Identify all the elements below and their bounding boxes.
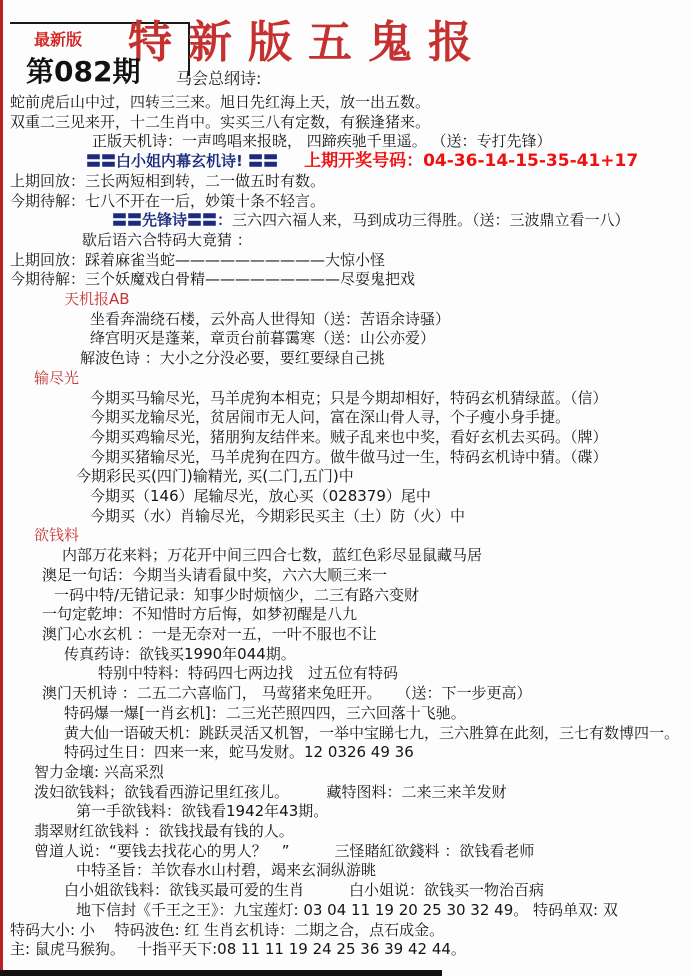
text-line: [6, 546, 690, 566]
text-segment: 上期回放：踩着麻雀当蛇——————————大惊小怪: [10, 250, 386, 269]
latest-edition-badge: 最新版: [34, 30, 83, 49]
text-segment: 今期彩民买(四门)输精光, 买(二门,五门)中: [76, 467, 354, 486]
text-segment: 今期买（水）肖输尽光，今期彩民买主（土）防（火）中: [90, 506, 466, 525]
text-segment: 解波色诗 ：大小之分没必要，要红要绿自己挑: [80, 349, 385, 368]
text-line: [6, 152, 690, 172]
text-line: [6, 428, 690, 448]
text-line: [6, 329, 690, 349]
text-line: [6, 349, 690, 369]
text-segment: 特码大小: 小 特码波色: 红 生肖玄机诗：二期之合，点石成金。: [10, 920, 445, 939]
text-segment: 今期买鸡输尽光，猪朋狗友结伴来。贼子乱来也中奖，看好玄机去买码。（牌）: [90, 427, 608, 446]
text-line: [6, 290, 690, 310]
text-segment: 今期待解：七八不开在一后，妙策十条不轻言。: [10, 191, 326, 210]
text-line: [6, 310, 690, 330]
text-segment: 传真药诗：欲钱买1990年044期。: [64, 644, 296, 663]
text-line: [6, 93, 690, 113]
text-line: [6, 211, 690, 231]
text-line: [6, 408, 690, 428]
text-line: [6, 448, 690, 468]
text-line: [6, 881, 690, 901]
text-line: [6, 625, 690, 645]
text-segment: 正版天机诗：一声鸣唱来报晓， 四蹄疾驰千里遥。 （送：专打先锋）: [92, 132, 552, 151]
text-line: [6, 132, 690, 152]
text-segment: 一句定乾坤：不知惜时方后悔，如梦初醒是八九: [42, 605, 358, 624]
text-line: [6, 487, 690, 507]
text-line: [6, 251, 690, 271]
highlight-verse: 〓〓白小姐内幕玄机诗! 〓〓: [86, 152, 279, 171]
text-segment: 绛宫明灭是蓬莱，章贡台前暮霭寒（送：山公亦爱）: [90, 329, 436, 348]
content-lines: [6, 93, 690, 960]
text-line: [6, 763, 690, 783]
text-segment: 特别中特料：特码四七两边找 过五位有特码: [98, 664, 399, 683]
text-segment: 今期待解：三个妖魔戏白骨精—————————尽耍鬼把戏: [10, 270, 416, 289]
issue-subtitle: 马会总纲诗:: [176, 69, 262, 88]
text-segment: 澳门心水玄机 ：一是无奈对一五，一叶不服也不让: [42, 624, 377, 643]
text-line: [6, 645, 690, 665]
text-segment: 一码中特/无错记录：知事少时烦恼少，二三有路六变财: [54, 585, 420, 604]
text-segment: 今期买猪输尽光，马羊虎狗在四方。做牛做马过一生，特码玄机诗中猜。（碟）: [90, 447, 608, 466]
bottom-bar: [0, 970, 442, 976]
text-line: [6, 192, 690, 212]
text-line: [6, 704, 690, 724]
text-segment: 坐看奔湍绕石楼，云外高人世得知（送：苦语余诗骚）: [90, 309, 451, 328]
left-border-line: [0, 0, 3, 970]
text-segment: 歇后语六合特码大竟猜 ：: [82, 230, 252, 249]
text-line: [6, 369, 690, 389]
section-header: 输尽光: [34, 368, 80, 387]
text-segment: 双重二三见来开，十二生肖中。实买三八有定数，有猴逢猪来。: [10, 112, 431, 131]
text-line: [6, 861, 690, 881]
text-line: [6, 664, 690, 684]
text-line: [6, 940, 690, 960]
issue-number: 第082期: [26, 55, 141, 88]
text-segment: 今期买（146）尾输尽光，放心买（028379）尾中: [90, 487, 431, 506]
text-line: [6, 842, 690, 862]
text-line: [6, 389, 690, 409]
section-header: 欲钱料: [34, 526, 80, 545]
text-segment: 蛇前虎后山中过，四转三三来。旭日先红海上天，放一出五数。: [10, 93, 431, 111]
text-line: [6, 113, 690, 133]
text-segment: 内部万花来料；万花开中间三四合七数，蓝红色彩尽显鼠藏马居: [62, 546, 483, 565]
text-line: [6, 586, 690, 606]
text-segment: 三六四六福人来，马到成功三得胜。（送：三波鼎立看一八）: [232, 211, 630, 230]
last-draw-numbers: 上期开奖号码：04-36-14-15-35-41+17: [304, 151, 639, 172]
text-line: [6, 921, 690, 941]
text-segment: 地下信封《千王之王》：九宝莲灯: 03 04 11 19 20 25 30 32 49。 特码单双: 双: [76, 900, 618, 919]
text-line: [6, 724, 690, 744]
text-segment: 曾道人说：“要钱去找花心的男人？ ” 三怪賭紅欲錢料 ：欲钱看老师: [34, 841, 535, 860]
text-segment: 智力金壤: 兴高采烈: [34, 762, 164, 781]
text-segment: 今期买马输尽光，马羊虎狗本相克；只是今期却相好，特码玄机猜绿蓝。（信）: [90, 388, 608, 407]
text-segment: 泼妇欲钱料；欲钱看西游记里红孩儿。 藏特图料：二来三来羊发财: [34, 782, 507, 801]
text-segment: 澳门天机诗 ：二五二六喜临门， 马莺猪来兔旺开。 （送：下一步更高）: [42, 684, 532, 703]
text-line: [6, 743, 690, 763]
text-line: [6, 783, 690, 803]
text-segment: 今期买龙输尽光，贫居闹市无人问，富在深山骨人寻，个子瘦小身手捷。: [90, 408, 571, 427]
text-line: [6, 507, 690, 527]
text-line: [6, 901, 690, 921]
text-segment: 第一手欲钱料：欲钱看1942年43期。: [76, 802, 329, 821]
text-line: [6, 605, 690, 625]
text-segment: 特码爆一爆[一肖玄机]：二三光芒照四四，三六回落十飞驰。: [64, 703, 466, 722]
text-line: [6, 270, 690, 290]
text-segment: 黄大仙一语破天机：跳跃灵活又机智，一举中宝睇七九，三六胜算在此刻，三七有数博四一。: [64, 723, 680, 742]
text-segment: 特码过生日：四来一来，蛇马发财。12 0326 49 36: [64, 743, 414, 762]
text-line: [6, 172, 690, 192]
text-line: [6, 467, 690, 487]
section-header: 天机报AB: [64, 290, 130, 309]
text-line: [6, 231, 690, 251]
text-line: [6, 802, 690, 822]
text-segment: 翡翠财红欲钱料 ：欲钱找最有钱的人。: [34, 822, 294, 841]
page-title: 特新版五鬼报: [128, 17, 488, 68]
text-segment: 主: 鼠虎马猴狗。 十指平天下:08 11 11 19 24 25 36 39 42 44。: [10, 940, 466, 959]
text-line: [6, 526, 690, 546]
text-segment: 中特圣旨：羊饮春水山村碧，竭来玄洞纵游眺: [76, 861, 377, 880]
highlight-verse: 〓〓先锋诗〓〓：: [112, 211, 233, 230]
text-segment: 白小姐欲钱料：欲钱买最可爱的生肖 白小姐说：欲钱买一物治百病: [64, 881, 545, 900]
text-line: [6, 822, 690, 842]
text-line: [6, 684, 690, 704]
text-segment: 澳足一句话：今期当头请看鼠中奖，六六大顺三来一: [42, 565, 388, 584]
text-line: [6, 566, 690, 586]
text-segment: 上期回放：三长两短相到转，二一做五时有数。: [10, 171, 326, 190]
